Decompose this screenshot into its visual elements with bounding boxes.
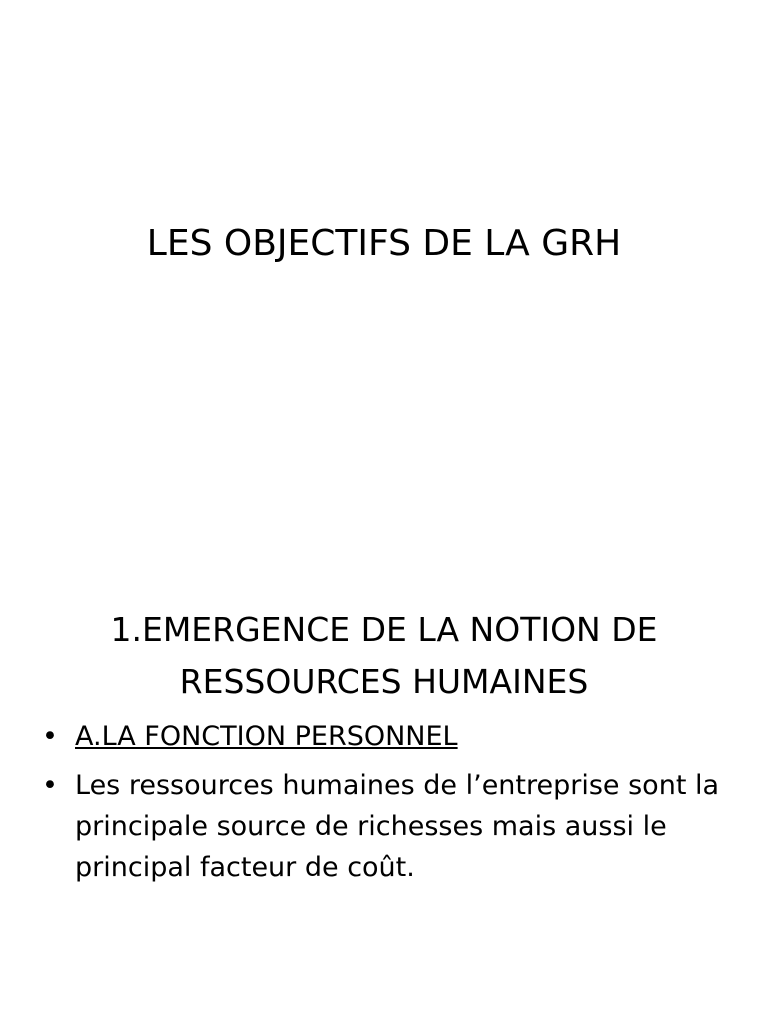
bullet-list xyxy=(42,716,722,896)
slide-1-title: LES OBJECTIFS DE LA GRH xyxy=(146,223,622,264)
slide-2-title-line-1: 1.EMERGENCE DE LA NOTION DE xyxy=(110,610,658,649)
bullet-item-2 xyxy=(42,765,722,888)
bullet-text-1: A.LA FONCTION PERSONNEL xyxy=(75,721,458,752)
slide-2-title xyxy=(40,604,728,708)
slide-2-title-line-2: RESSOURCES HUMAINES xyxy=(179,662,589,701)
bullet-dot-icon: • xyxy=(42,770,58,801)
slide-2 xyxy=(0,512,768,1024)
bullet-dot-icon: • xyxy=(42,721,58,752)
bullet-item-1 xyxy=(42,716,722,757)
bullet-text-2: Les ressources humaines de l’entreprise sont la principale source de richesses mais aussi le principal facteur de coût. xyxy=(75,770,720,883)
